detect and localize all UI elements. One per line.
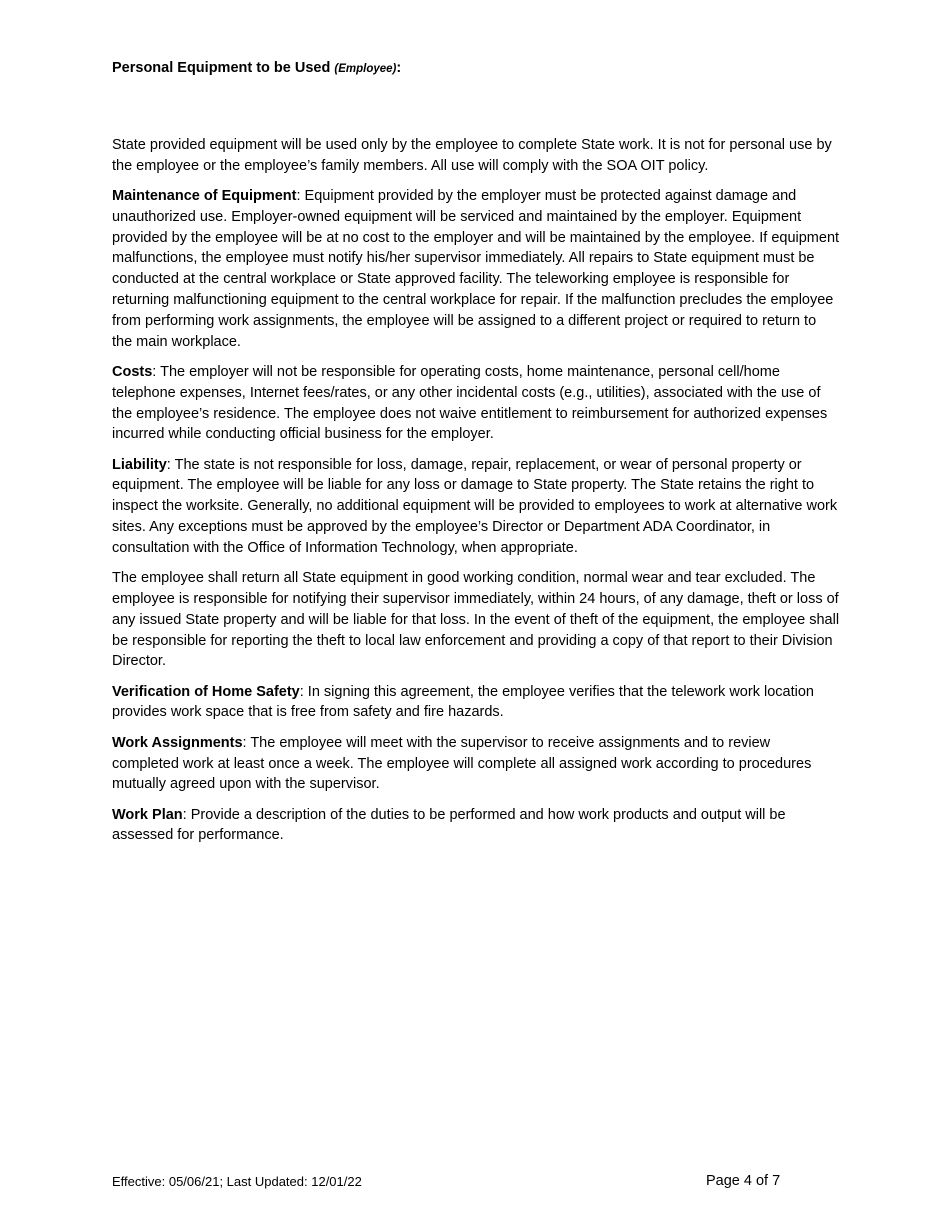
section-heading: [112, 58, 401, 79]
paragraph-label: Maintenance of Equipment: [112, 188, 297, 205]
heading-colon: :: [396, 60, 402, 76]
paragraph-liability: [112, 455, 840, 559]
paragraph-label: Costs: [112, 363, 153, 380]
paragraph-maintenance: [112, 186, 840, 352]
paragraph-label: Liability: [112, 456, 167, 473]
paragraph-label: Verification of Home Safety: [112, 683, 300, 700]
footer-page-number: Page 4 of 7: [706, 1173, 781, 1189]
paragraph-label: Work Assignments: [112, 734, 243, 751]
paragraph-text: : Provide a description of the duties to be performed and how work products and output will be assessed for performance.: [112, 806, 786, 844]
paragraph-costs: [112, 362, 840, 445]
paragraph-label: Work Plan: [112, 806, 183, 823]
paragraph-state-equipment: [112, 135, 840, 177]
footer-effective-date: Effective: 05/06/21; Last Updated: 12/01/22: [112, 1174, 362, 1189]
document-body: [112, 135, 840, 856]
paragraph-text: State provided equipment will be used only by the employee to complete State work. It is not for personal use by the employee or the employee’s family members. All use will comply with the SOA OIT policy.: [112, 137, 832, 174]
paragraph-text: : In signing this agreement, the employee verifies that the telework work location provides work space that is free from safety and fire hazards.: [112, 683, 814, 721]
paragraph-text: : The employee will meet with the supervisor to receive assignments and to review completed work at least once a week. The employee will complete all assigned work according to procedures mutually agreed upon with the supervisor.: [112, 734, 812, 793]
paragraph-home-safety: [112, 682, 840, 724]
heading-title: Personal Equipment to be Used: [112, 60, 331, 76]
paragraph-return-equipment: [112, 568, 840, 672]
paragraph-text: The employee shall return all State equipment in good working condition, normal wear and tear excluded. The employee is responsible for notifying their supervisor immediately, within 24 hours, of any damage, theft or loss of any issued State property and will be liable for that loss. In the event of theft of the equipment, the employee shall be responsible for reporting the theft to local law enforcement and providing a copy of that report to their Division Director.: [112, 570, 840, 670]
paragraph-text: : The employer will not be responsible for operating costs, home maintenance, personal cell/home telephone expenses, Internet fees/rates, or any other incidental costs (e.g., utilities), associated with the use of the employee’s residence. The employee does not waive entitlement to reimbursement for authorized expenses incurred while conducting official business for the employer.: [112, 363, 828, 443]
paragraph-work-assignments: [112, 733, 840, 795]
paragraph-work-plan: [112, 805, 840, 847]
heading-qualifier: (Employee): [334, 63, 397, 75]
paragraph-text: : Equipment provided by the employer must be protected against damage and unauthorized use. Employer-owned equipment will be serviced and maintained by the employer. Equipment provided by the employee will be at no cost to the employer and will be maintained by the employee. If equipment malfunctions, the employee must notify his/her supervisor immediately. All repairs to State equipment must be conducted at the central workplace or State approved facility. The teleworking employee is responsible for returning malfunctioning equipment to the central workplace for repair. If the malfunction precludes the employee from performing work assignments, the employee will be assigned to a different project or required to return to the main workplace.: [112, 188, 840, 350]
paragraph-text: : The state is not responsible for loss, damage, repair, replacement, or wear of personal property or equipment. The employee will be liable for any loss or damage to State property. The State retains the right to inspect the worksite. Generally, no additional equipment will be provided to employees to work at alternative work sites. Any exceptions must be approved by the employee’s Director or Department ADA Coordinator, in consultation with the Office of Information Technology, when appropriate.: [112, 456, 838, 556]
